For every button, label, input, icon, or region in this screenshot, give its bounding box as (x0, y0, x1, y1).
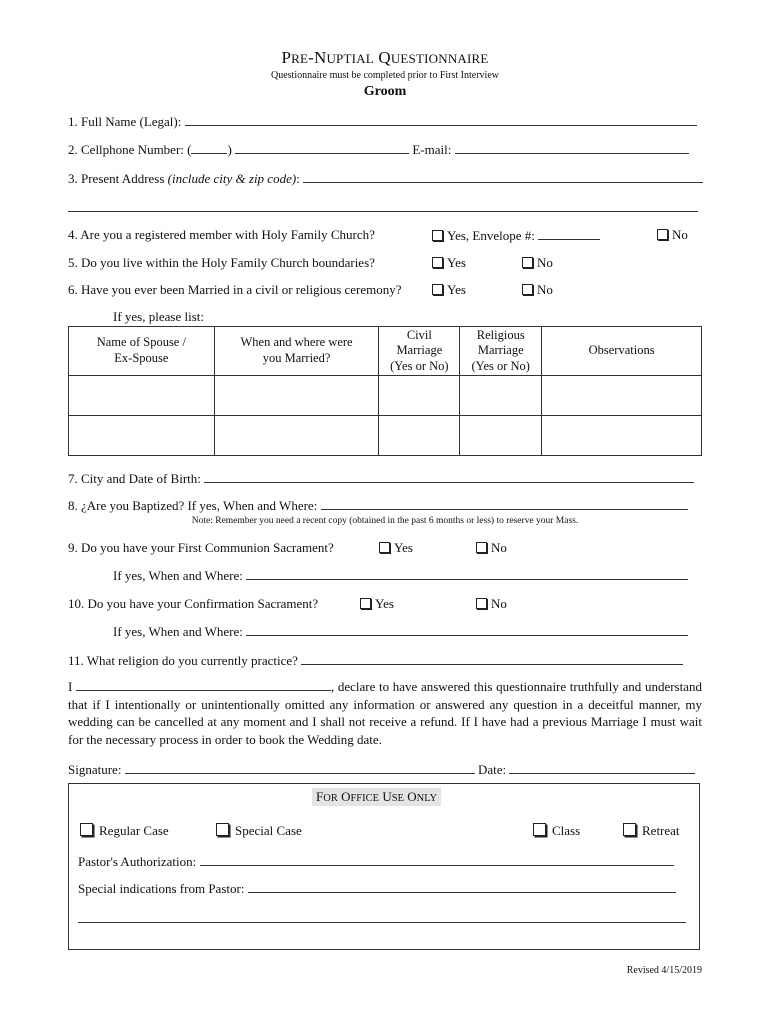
retreat-label: Retreat (642, 823, 680, 838)
table-row (69, 376, 702, 416)
religion-field[interactable] (301, 652, 683, 665)
class-option[interactable] (533, 823, 580, 839)
q5-no-label: No (537, 255, 553, 270)
special-case-label: Special Case (235, 823, 302, 838)
pastor-authorization-field[interactable] (200, 853, 674, 866)
q5-no-option[interactable] (522, 255, 553, 271)
regular-case-label: Regular Case (99, 823, 169, 838)
question-6-label: 6. Have you ever been Married in a civil or religious ceremony? (68, 282, 402, 297)
checkbox-icon[interactable] (216, 823, 229, 836)
table-cell[interactable] (214, 376, 379, 416)
question-2-label: 2. Cellphone Number: ( (68, 142, 192, 157)
special-indications (78, 880, 676, 897)
address-field-1[interactable] (303, 170, 703, 183)
retreat-option[interactable] (623, 823, 680, 839)
date-field[interactable] (509, 761, 695, 774)
question-8-label: 8. ¿Are you Baptized? If yes, When and Where: (68, 498, 318, 513)
question-7 (68, 470, 694, 487)
regular-case-option[interactable] (80, 823, 169, 839)
q6-yes-option[interactable] (432, 282, 466, 298)
col-religious: Religious Marriage (Yes or No) (460, 327, 542, 376)
question-5-label: 5. Do you live within the Holy Family Church boundaries? (68, 255, 375, 270)
q9-yes-option[interactable] (379, 540, 413, 556)
q10-yes-option[interactable] (360, 596, 394, 612)
checkbox-icon[interactable] (623, 823, 636, 836)
q10-no-option[interactable] (476, 596, 507, 612)
question-3-label: 3. Present Address (68, 171, 168, 186)
checkbox-icon[interactable] (657, 229, 668, 240)
birth-field[interactable] (204, 470, 694, 483)
checkbox-icon[interactable] (476, 542, 487, 553)
role-heading: Groom (363, 84, 407, 99)
checkbox-icon[interactable] (432, 257, 443, 268)
special-indications-field-2[interactable] (78, 910, 686, 923)
signature-field[interactable] (125, 761, 475, 774)
special-case-option[interactable] (216, 823, 302, 839)
q4-yes-option[interactable] (432, 227, 600, 244)
q10-no-label: No (491, 596, 507, 611)
table-cell[interactable] (214, 416, 379, 456)
revision-date: Revised 4/15/2019 (626, 965, 702, 976)
baptism-note: Note: Remember you need a recent copy (obtained in the past 6 months or less) to reserve your Mass. (191, 516, 579, 526)
pastor-authorization (78, 853, 674, 870)
q4-yes-label: Yes, Envelope #: (447, 228, 535, 243)
envelope-number-field[interactable] (538, 227, 600, 240)
question-3-hint: (include city & zip code) (167, 171, 297, 186)
confirmation-field[interactable] (246, 623, 688, 636)
col-when-where: When and where were you Married? (214, 327, 379, 376)
question-10-label: 10. Do you have your Confirmation Sacrament? (68, 596, 319, 611)
signature-label: Signature: (68, 762, 122, 777)
q5-yes-label: Yes (447, 255, 466, 270)
question-4-label: 4. Are you a registered member with Holy Family Church? (68, 227, 375, 242)
question-8 (68, 497, 688, 514)
form-title: PRE-NUPTIAL QUESTIONNAIRE (281, 48, 489, 67)
table-header-row (69, 327, 702, 376)
table-cell[interactable] (460, 416, 542, 456)
table-cell[interactable] (379, 376, 460, 416)
question-1-label: 1. Full Name (Legal): (68, 114, 182, 129)
checkbox-icon[interactable] (533, 823, 546, 836)
checkbox-icon[interactable] (476, 598, 487, 609)
baptism-field[interactable] (321, 497, 688, 510)
question-2 (68, 141, 689, 158)
class-label: Class (552, 823, 581, 838)
declaration-text: , declare to have answered this questionnaire truthfully and understand that if I intentionally or unintentionally omitted any information or answered any question in a deceitful manner, my wedding can be cancelled at any moment and I shall not receive a refund. If I have had a previous Marriage I must wait for the necessary process in order to book the Wedding date. (68, 679, 702, 747)
q4-no-option[interactable] (657, 227, 688, 243)
question-11 (68, 652, 683, 669)
q9-yes-label: Yes (394, 540, 413, 555)
date-label: Date: (477, 762, 507, 777)
cellphone-field[interactable] (235, 141, 409, 154)
communion-when (113, 567, 688, 584)
list-instruction: If yes, please list: (113, 309, 204, 324)
checkbox-icon[interactable] (379, 542, 390, 553)
q6-no-option[interactable] (522, 282, 553, 298)
confirmation-when (113, 623, 688, 640)
table-cell[interactable] (379, 416, 460, 456)
checkbox-icon[interactable] (522, 257, 533, 268)
declaration-paragraph (68, 678, 702, 748)
checkbox-icon[interactable] (432, 284, 443, 295)
q9-no-label: No (491, 540, 507, 555)
communion-when-label: If yes, When and Where: (113, 568, 243, 583)
table-cell[interactable] (542, 376, 702, 416)
signature-line (68, 761, 695, 778)
question-9-label: 9. Do you have your First Communion Sacrament? (68, 540, 334, 555)
table-cell[interactable] (69, 416, 215, 456)
q5-yes-option[interactable] (432, 255, 466, 271)
form-subtitle: Questionnaire must be completed prior to First Interview (270, 70, 499, 81)
full-name-field[interactable] (185, 113, 697, 126)
col-observations: Observations (542, 327, 702, 376)
table-row (69, 416, 702, 456)
declarant-name-field[interactable] (76, 678, 331, 691)
pastor-authorization-label: Pastor's Authorization: (78, 854, 197, 869)
question-1 (68, 113, 697, 130)
table-cell[interactable] (460, 376, 542, 416)
email-label: E-mail: (412, 142, 452, 157)
col-civil: Civil Marriage (Yes or No) (379, 327, 460, 376)
q10-yes-label: Yes (375, 596, 394, 611)
question-3 (68, 170, 703, 187)
q6-yes-label: Yes (447, 282, 466, 297)
table-cell[interactable] (542, 416, 702, 456)
spouse-table (68, 326, 702, 456)
confirmation-when-label: If yes, When and Where: (113, 624, 243, 639)
q4-no-label: No (672, 227, 688, 242)
q9-no-option[interactable] (476, 540, 507, 556)
declaration-start: I (68, 679, 73, 694)
email-field[interactable] (455, 141, 689, 154)
table-cell[interactable] (69, 376, 215, 416)
communion-field[interactable] (246, 567, 688, 580)
checkbox-icon[interactable] (80, 823, 93, 836)
colon: : (296, 171, 300, 186)
question-11-label: 11. What religion do you currently practice? (68, 653, 298, 668)
special-indications-field[interactable] (248, 880, 676, 893)
special-indications-label: Special indications from Pastor: (78, 881, 245, 896)
col-spouse-name: Name of Spouse / Ex-Spouse (69, 327, 215, 376)
office-use-title: FOR OFFICE USE ONLY (312, 788, 441, 806)
checkbox-icon[interactable] (360, 598, 371, 609)
address-field-2[interactable] (68, 199, 698, 212)
paren-close: ) (227, 142, 232, 157)
question-7-label: 7. City and Date of Birth: (68, 471, 201, 486)
area-code-field[interactable] (191, 141, 227, 154)
checkbox-icon[interactable] (522, 284, 533, 295)
q6-no-label: No (537, 282, 553, 297)
checkbox-icon[interactable] (432, 230, 443, 241)
